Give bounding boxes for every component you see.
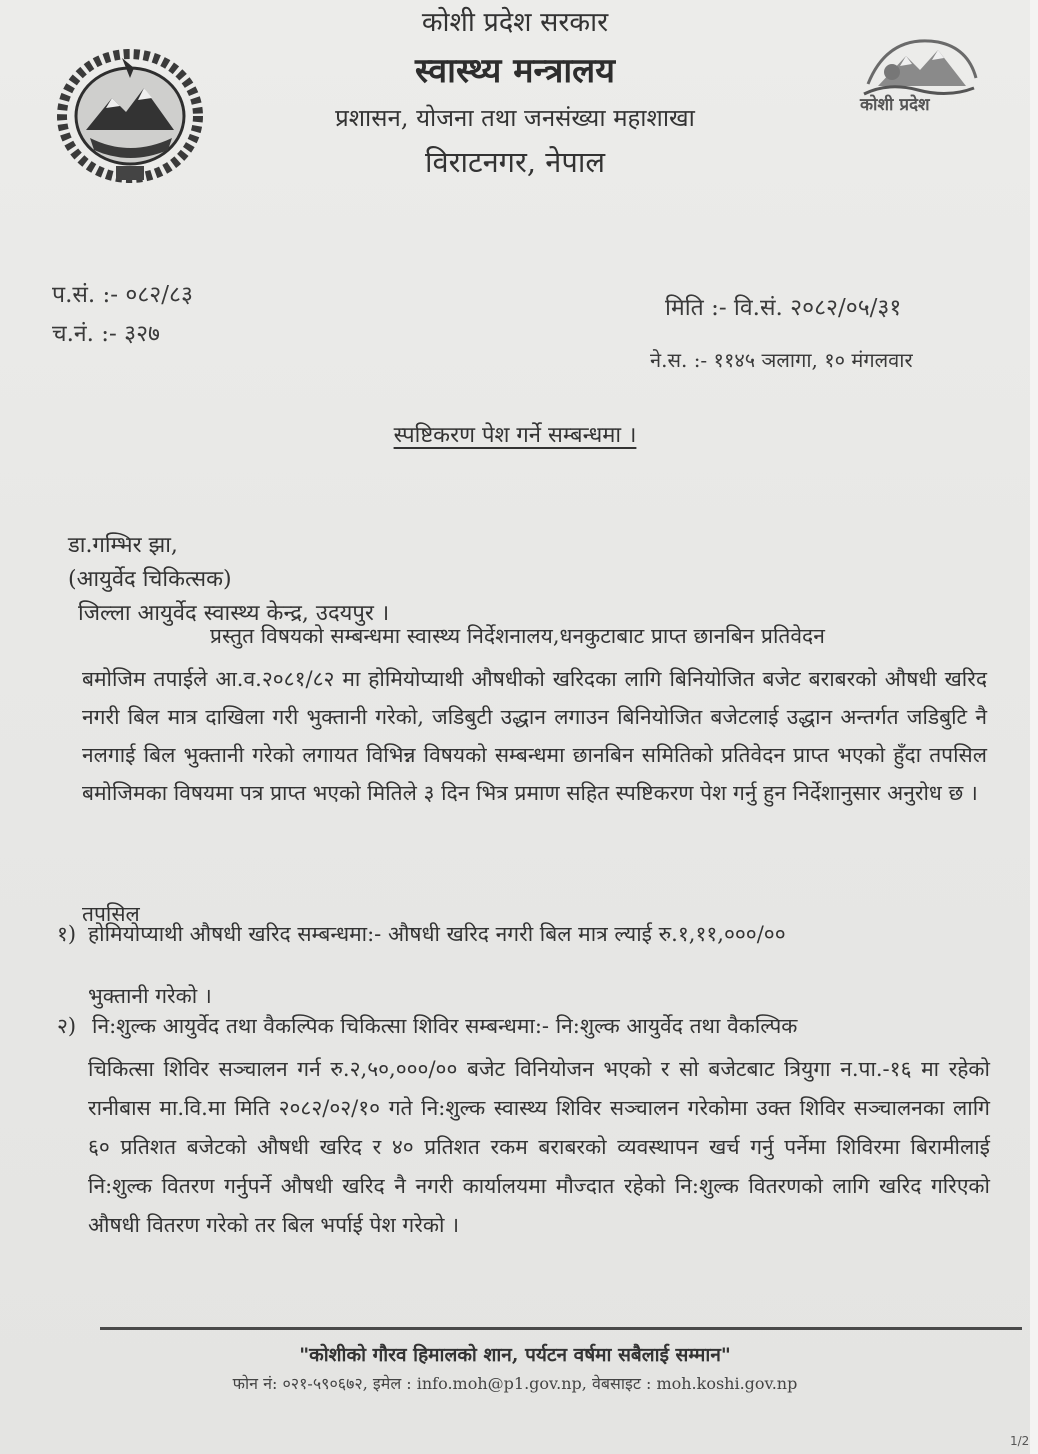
item1-first-line: होमियोप्याथी औषधी खरिद सम्बन्धमा:- औषधी खरिद नगरी बिल मात्र ल्याई रु.१,११,०००/०० — [88, 922, 786, 946]
body-intro-first-line: प्रस्तुत विषयको सम्बन्धमा स्वास्थ्य निर्देशनालय,धनकुटाबाट प्राप्त छानबिन प्रतिवेदन — [210, 624, 825, 648]
recipient-office: जिल्ला आयुर्वेद स्वास्थ्य केन्द्र, उदयपुर । — [78, 601, 390, 626]
header-location: विराटनगर, नेपाल — [424, 145, 606, 179]
footer-motto: "कोशीको गौरव हिमालको शान, पर्यटन वर्षमा सबैलाई सम्मान" — [299, 1344, 731, 1366]
date-ns: ने.स. :- ११४५ ञलागा, १० मंगलवार — [650, 348, 913, 372]
logo-text: कोशी प्रदेश — [860, 95, 930, 115]
header-division: प्रशासन, योजना तथा जनसंख्या महाशाखा — [335, 104, 695, 132]
page-edge — [1030, 0, 1038, 1454]
date-vs: मिति :- वि.सं. २०८२/०५/३१ — [665, 295, 902, 321]
item2-first-line: नि:शुल्क आयुर्वेद तथा वैकल्पिक चिकित्सा शिविर सम्बन्धमा:- नि:शुल्क आयुर्वेद तथा वैकल्पिक — [92, 1014, 798, 1038]
header-ministry: स्वास्थ्य मन्त्रालय — [415, 51, 615, 91]
reference-ps: प.सं. :- ०८२/८३ — [52, 282, 193, 308]
reference-cn: च.नं. :- ३२७ — [52, 321, 161, 347]
item2-rest: चिकित्सा शिविर सञ्चालन गर्न रु.२,५०,०००/०० बजेट विनियोजन भएको र सो बजेटबाट त्रियुगा न.पा.-१६ मा रहेको रानीबास मा.वि.मा मिति २०८२/०२/१० गते नि:शुल्क स्वास्थ्य शिविर सञ्चालन गरेकोमा उक्त शिविर सञ्चालनका लागि ६० प्रतिशत बजेटको औषधी खरिद र ४० प्रतिशत रकम बराबरको व्यवस्थापन खर्च गर्नु पर्नेमा शिविरमा बिरामीलाई नि:शुल्क वितरण गर्नुपर्ने औषधी खरिद नै नगरी कार्यालयमा मौज्दात रहेको नि:शुल्क वितरणको लागि खरिद गरिएको औषधी वितरण गरेको तर बिल भर्पाई पेश गरेको । — [88, 1057, 990, 1237]
recipient-name: डा.गम्भिर झा, — [68, 533, 178, 558]
footer-divider — [100, 1327, 1022, 1330]
tapasil-label: तपसिल — [82, 902, 140, 926]
recipient-title: (आयुर्वेद चिकित्सक) — [68, 567, 232, 592]
footer-contact: फोन नं: ०२१-५९०६७२, इमेल : info.moh@p1.gov.np, वेबसाइट : moh.koshi.gov.np — [232, 1374, 798, 1393]
item1-number: १) — [57, 922, 77, 946]
header-government: कोशी प्रदेश सरकार — [421, 7, 609, 38]
item1-rest: भुक्तानी गरेको । — [88, 984, 212, 1008]
item2-number: २) — [57, 1014, 77, 1038]
subject-line — [0, 419, 1030, 449]
body-intro-rest: बमोजिम तपाईले आ.व.२०८१/८२ मा होमियोप्याथी औषधीको खरिदका लागि बिनियोजित बजेट बराबरको औषधी खरिद नगरी बिल मात्र दाखिला गरी भुक्तानी गरेको, जडिबुटी उद्धान लगाउन बिनियोजित बजेटलाई उद्धान अन्तर्गत जडिबुटि नै नलगाई बिल भुक्तानी गरेको लगायत विभिन्न विषयको सम्बन्धमा छानबिन समितिको प्रतिवेदन प्राप्त भएको हुँदा तपसिल बमोजिमका विषयमा पत्र प्राप्त भएको मितिले ३ दिन भित्र प्रमाण सहित स्पष्टिकरण पेश गर्नु हुन निर्देशानुसार अनुरोध छ । — [82, 667, 987, 805]
subject-text: स्पष्टिकरण पेश गर्ने सम्बन्धमा । — [393, 423, 637, 448]
page-number: 1/2 — [1010, 1434, 1030, 1448]
